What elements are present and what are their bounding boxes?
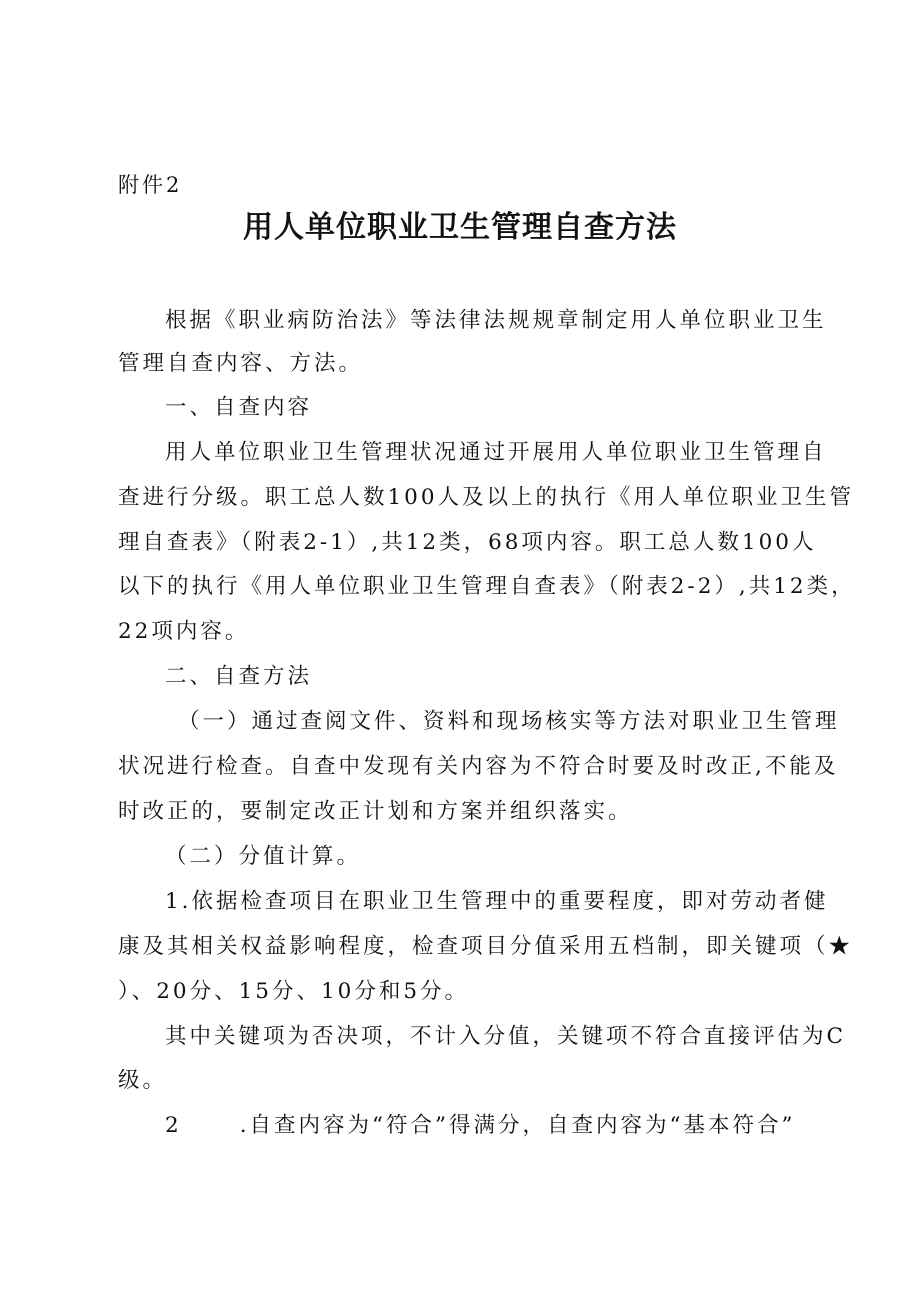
- paragraph-content-line-2: 查进行分级。职工总人数100人及以上的执行《用人单位职业卫生管: [118, 485, 855, 510]
- paragraph-intro-line-1: 根据《职业病防治法》等法律法规规章制定用人单位职业卫生: [165, 308, 827, 333]
- paragraph-score-line-1: 1.依据检查项目在职业卫生管理中的重要程度，即对劳动者健: [165, 889, 829, 914]
- document-title: 用人单位职业卫生管理自查方法: [243, 210, 677, 245]
- paragraph-score-line-3: ）、20分、15分、10分和5分。: [118, 979, 470, 1004]
- paragraph-score-line-2: 康及其相关权益影响程度，检查项目分值采用五档制，即关键项（★: [118, 934, 854, 959]
- paragraph-veto-line-2: 级。: [118, 1068, 168, 1093]
- paragraph-item2-line-1: [165, 1111, 808, 1141]
- paragraph-veto-line-1: 其中关键项为否决项，不计入分值，关键项不符合直接评估为C: [165, 1024, 846, 1049]
- item2-number: 2: [165, 1113, 182, 1138]
- attachment-label: 附件2: [118, 173, 183, 197]
- paragraph-method-line-2: 状况进行检查。自查中发现有关内容为不符合时要及时改正,不能及: [118, 754, 839, 779]
- section-heading-content: 一、自查内容: [165, 395, 313, 420]
- paragraph-content-line-3: 理自查表》（附表2-1）,共12类，68项内容。职工总人数100人: [118, 530, 817, 555]
- section-heading-method: 二、自查方法: [165, 664, 313, 689]
- paragraph-method-line-1: （一）通过查阅文件、资料和现场核实等方法对职业卫生管理: [178, 709, 840, 734]
- paragraph-intro-line-2: 管理自查内容、方法。: [118, 351, 364, 376]
- paragraph-content-line-5: 22项内容。: [118, 619, 250, 644]
- subsection-heading-score: （二）分值计算。: [165, 844, 362, 869]
- item2-text: .自查内容为“符合”得满分，自查内容为“基本符合”: [239, 1113, 796, 1138]
- paragraph-content-line-4: 以下的执行《用人单位职业卫生管理自查表》（附表2-2）,共12类，: [118, 574, 856, 599]
- paragraph-method-line-3: 时改正的，要制定改正计划和方案并组织落实。: [118, 799, 633, 824]
- paragraph-content-line-1: 用人单位职业卫生管理状况通过开展用人单位职业卫生管理自: [165, 440, 827, 465]
